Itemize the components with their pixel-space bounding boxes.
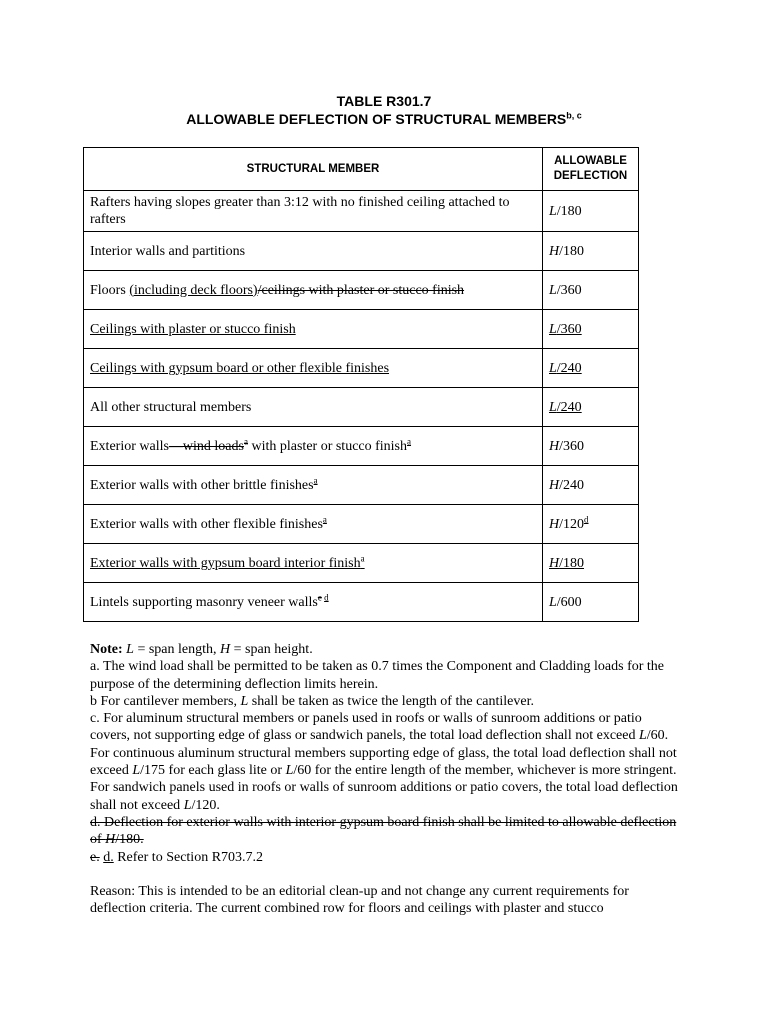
table-row [84, 271, 639, 310]
footnote-e: e. d. Refer to Section R703.7.2 [90, 849, 264, 865]
deflection-cell: H/180 [543, 544, 639, 583]
deflection-cell: L/600 [543, 583, 639, 622]
table-row [84, 505, 639, 544]
reason-paragraph: Reason: This is intended to be an editorial clean-up and not change any current requirements for deflection criteria. The current combined row for floors and ceilings with plaster and stucco [90, 883, 629, 917]
deflection-cell: H/120$^d$ [543, 505, 639, 544]
deflection-cell: H/180 [543, 232, 639, 271]
member-cell: Interior walls and partitions [84, 232, 543, 271]
table-row [84, 232, 639, 271]
deflection-cell: L/240 [543, 349, 639, 388]
table-row [84, 388, 639, 427]
deflection-cell: L/240 [543, 388, 639, 427]
member-cell: Rafters having slopes greater than 3:12 with no finished ceiling attached to rafters [84, 191, 543, 232]
member-cell: Ceilings with plaster or stucco finish [84, 310, 543, 349]
deflection-cell: H/360 [543, 427, 639, 466]
table-notes [90, 641, 680, 917]
member-cell: Exterior walls—wind loads$^a$ with plaster or stucco finish$^a$ [84, 427, 543, 466]
deleted-text: —wind loads$^a$ [168, 435, 248, 454]
footnote-d-deleted: d. Deflection for exterior walls with interior gypsum board finish shall be limited to allowable deflection of H/180. [90, 814, 677, 848]
header-allowable-deflection: ALLOWABLE DEFLECTION [543, 148, 639, 191]
deflection-cell: L/360 [543, 271, 639, 310]
member-cell: Exterior walls with other flexible finishes$^a$ [84, 505, 543, 544]
table-row [84, 466, 639, 505]
member-cell: Lintels supporting masonry veneer walls$^{e d}$ [84, 583, 543, 622]
table-header-row [84, 148, 639, 191]
table-row [84, 349, 639, 388]
table-row [84, 191, 639, 232]
table-row [84, 583, 639, 622]
deflection-table [83, 147, 639, 622]
table-row [84, 427, 639, 466]
deflection-cell: H/240 [543, 466, 639, 505]
note-definitions: Note: L = span length, H = span height. [90, 642, 313, 657]
table-row [84, 310, 639, 349]
member-cell: Exterior walls with gypsum board interior finish$^a$ [84, 544, 543, 583]
table-row [84, 544, 639, 583]
footnote-c: c. For aluminum structural members or panels used in roofs or walls of sunroom additions or patio covers, not supporting edge of glass or sandwich panels, the total load deflection shall not exceed L/60. For continuous aluminum structural members supporting edge of glass, the total load deflection shall not exceed L/175 for each glass lite or L/60 for the entire length of the member, whichever is more stringent. For sandwich panels used in roofs or walls of sunroom additions or patio covers, the total load deflection shall not exceed L/120. [90, 711, 678, 813]
subtitle-superscript: b, c [566, 110, 582, 121]
header-structural-member: STRUCTURAL MEMBER [84, 148, 543, 191]
member-cell: Floors (including deck floors)/ceilings with plaster or stucco finish [84, 271, 543, 310]
member-cell: All other structural members [84, 388, 543, 427]
member-cell: Ceilings with gypsum board or other flexible finishes [84, 349, 543, 388]
table-title: TABLE R301.7 [336, 93, 432, 109]
member-cell: Exterior walls with other brittle finishes$^a$ [84, 466, 543, 505]
deleted-text: /ceilings with plaster or stucco finish [257, 282, 465, 298]
deflection-cell: L/360 [543, 310, 639, 349]
table-subtitle: ALLOWABLE DEFLECTION OF STRUCTURAL MEMBERS$^{b, c}$ [186, 110, 582, 127]
footnote-b: b For cantilever members, L shall be taken as twice the length of the cantilever. [90, 693, 534, 709]
footnote-a: a. The wind load shall be permitted to be taken as 0.7 times the Component and Cladding loads for the purpose of the determining deflection limits herein. [90, 659, 665, 692]
inserted-text: (including deck floors) [129, 282, 258, 298]
deflection-cell: L/180 [543, 191, 639, 232]
